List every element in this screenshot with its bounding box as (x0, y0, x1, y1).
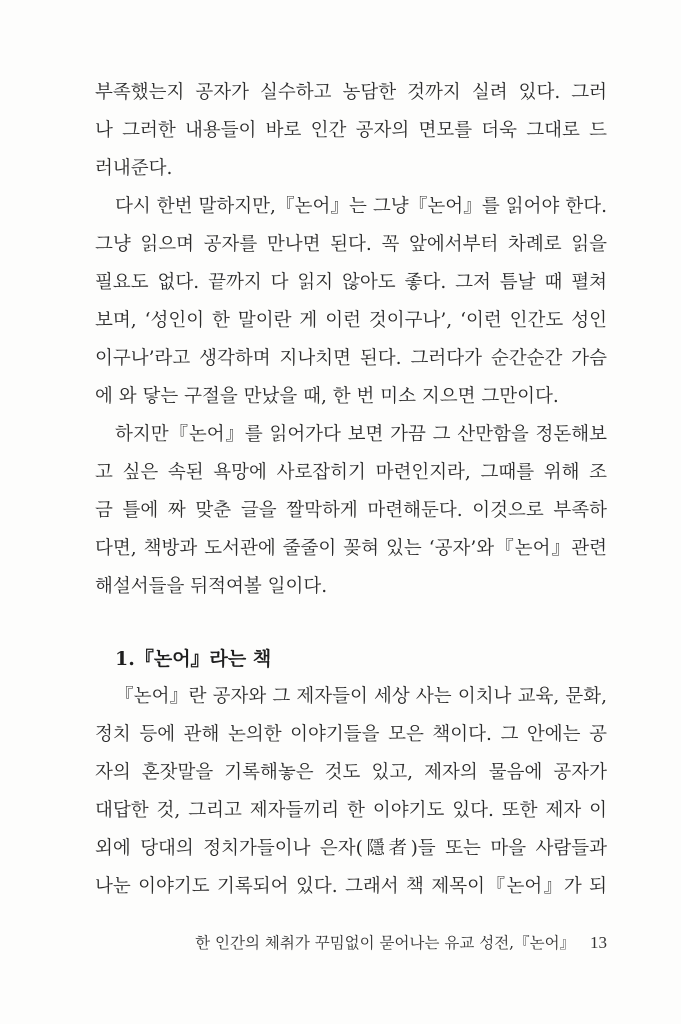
text-line: 에 와 닿는 구절을 만났을 때, 한 번 미소 지으면 그만이다. (95, 386, 559, 407)
text-line: 외에 당대의 정치가들이나 은자(隱者)들 또는 마을 사람들과 (95, 838, 607, 859)
running-title: 한 인간의 체취가 꾸밈없이 묻어나는 유교 성전,『논어』 (195, 934, 576, 952)
text-line: 이구나’라고 생각하며 지나치면 된다. 그러다가 순간순간 가슴 (95, 348, 607, 369)
text-line: 자의 혼잣말을 기록해놓은 것도 있고, 제자의 물음에 공자가 (95, 762, 607, 783)
text-line: 나눈 이야기도 기록되어 있다. 그래서 책 제목이『논어』가 되 (95, 876, 607, 897)
text-line: 하지만『논어』를 읽어가다 보면 가끔 그 산만함을 정돈해보 (115, 424, 607, 445)
section-gap (95, 606, 607, 640)
text-line: 금 틀에 짜 맞춘 글을 짤막하게 마련해둔다. 이것으로 부족하 (95, 500, 607, 521)
text-line: 『논어』란 공자와 그 제자들이 세상 사는 이치나 교육, 문화, (115, 686, 607, 707)
text-line: 러내준다. (95, 158, 173, 179)
text-line: 다시 한번 말하지만,『논어』는 그냥『논어』를 읽어야 한다. (115, 196, 607, 217)
text-line: 보며, ‘성인이 한 말이란 게 이런 것이구나’, ‘이런 인간도 성인 (95, 310, 607, 331)
text-line: 필요도 없다. 끝까지 다 읽지 않아도 좋다. 그저 틈날 때 펼쳐 (95, 272, 607, 293)
text-line: 그냥 읽으며 공자를 만나면 된다. 꼭 앞에서부터 차례로 읽을 (95, 234, 607, 255)
text-line: 나 그러한 내용들이 바로 인간 공자의 면모를 더욱 그대로 드 (95, 120, 607, 141)
text-line: 해설서들을 뒤적여볼 일이다. (95, 576, 328, 597)
section-heading: 1.『논어』라는 책 (115, 648, 272, 670)
body-text (95, 74, 607, 906)
text-line: 대답한 것, 그리고 제자들끼리 한 이야기도 있다. 또한 제자 이 (95, 800, 607, 821)
text-line: 정치 등에 관해 논의한 이야기들을 모은 책이다. 그 안에는 공 (95, 724, 607, 745)
text-line: 다면, 책방과 도서관에 줄줄이 꽂혀 있는 ‘공자’와『논어』관련 (95, 538, 607, 559)
text-line: 부족했는지 공자가 실수하고 농담한 것까지 실려 있다. 그러 (95, 82, 607, 103)
text-line: 고 싶은 속된 욕망에 사로잡히기 마련인지라, 그때를 위해 조 (95, 462, 607, 483)
page-footer (95, 928, 607, 958)
page-number: 13 (590, 933, 607, 952)
